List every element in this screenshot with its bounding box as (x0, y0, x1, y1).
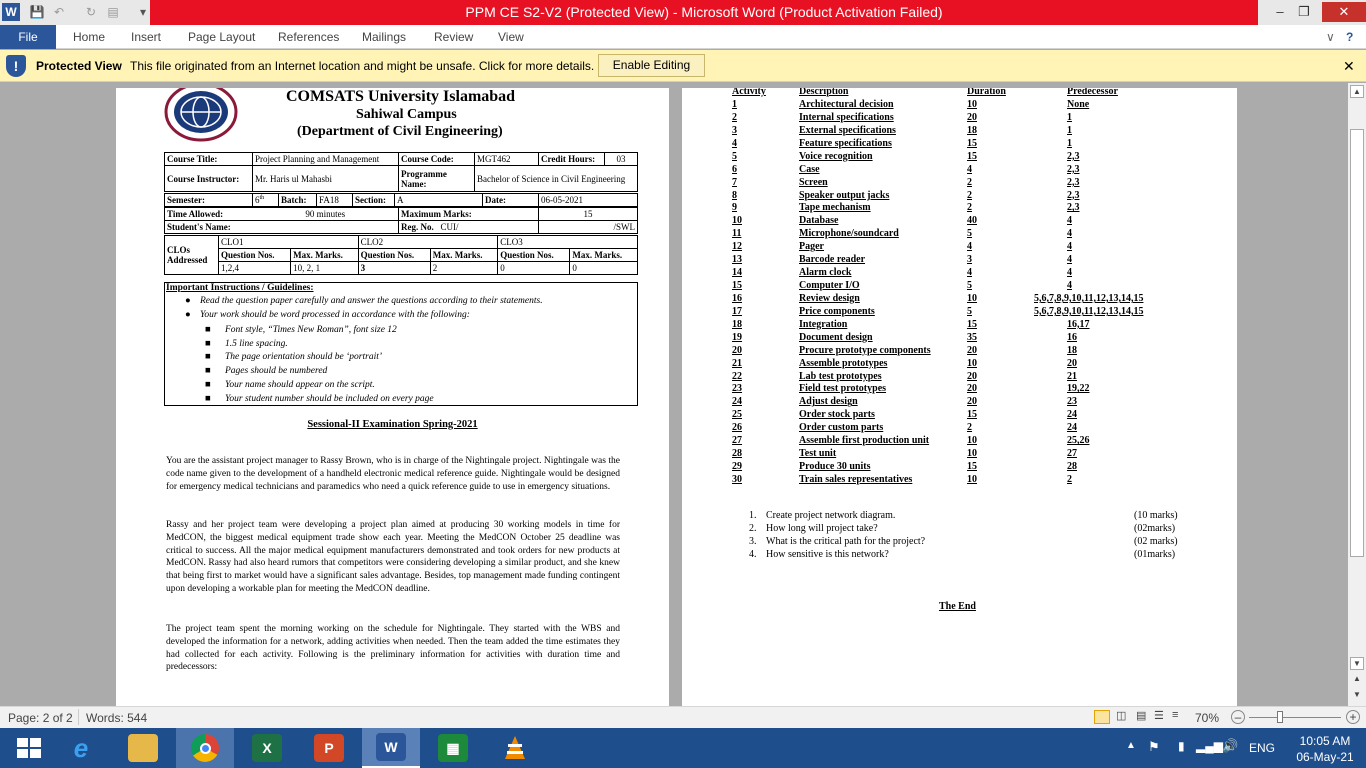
date-label: Date: (483, 194, 539, 207)
taskbar (0, 728, 1366, 768)
word-count[interactable]: Words: 544 (86, 711, 148, 725)
section: A (395, 194, 483, 207)
bullet-dot: ■ (205, 352, 211, 363)
clo1-header: CLO1 (219, 236, 359, 249)
activity-description: Review design (799, 292, 860, 304)
activity-description: Architectural decision (799, 99, 894, 110)
page-count[interactable]: Page: 2 of 2 (8, 711, 73, 725)
activity-number: 2 (732, 111, 737, 123)
university-logo (164, 88, 238, 144)
taskbar-store[interactable] (424, 728, 482, 768)
activity-duration: 15 (967, 409, 977, 421)
campus-name: Sahiwal Campus (356, 107, 457, 122)
activity-number: 5 (732, 150, 737, 162)
chrome-icon (191, 734, 219, 762)
clock-date: 06-May-21 (1296, 750, 1354, 764)
windows-logo-icon (16, 737, 42, 759)
tab-mailings[interactable]: Mailings (362, 30, 407, 44)
activity-description: Computer I/O (799, 280, 860, 292)
activity-description: Internal specifications (799, 111, 894, 123)
activity-predecessor: 25,26 (1067, 435, 1090, 447)
print-layout-icon[interactable] (1094, 710, 1110, 724)
title-bar (0, 0, 1366, 25)
clo-table (164, 235, 638, 275)
next-page-icon[interactable]: ▼ (1353, 690, 1361, 699)
activity-description: Integration (799, 318, 848, 330)
ribbon-tabs (0, 25, 1366, 49)
instruction-bullet: Read the question paper carefully and answer the questions according to their statements. (200, 296, 543, 306)
activity-predecessor: 2,3 (1067, 163, 1080, 175)
date: 06-05-2021 (539, 194, 638, 207)
vlc-icon (500, 734, 530, 762)
activity-predecessor: 18 (1067, 344, 1077, 356)
customize-toolbar-icon[interactable]: ▾ (139, 5, 147, 19)
clo-sub-header: Question Nos. (358, 249, 430, 262)
university-name: COMSATS University Islamabad (286, 88, 516, 105)
activity-number: 23 (732, 383, 742, 395)
taskbar-word[interactable] (362, 728, 420, 768)
activity-number: 8 (732, 189, 737, 201)
activity-duration: 15 (967, 137, 977, 149)
paragraph-2: Rassy and her project team were developing a project plan aimed at producing 30 working models in time for MedCON, the biggest medical equipment trade show each year. Meeting the MedCON October 25 deadline was critical to success. All the major medical equipment manufacturers demonstrated and took orders for new products at MedCON. Rassy had also heard rumors that competitors were considering developing a similar product, and she knew that being first to market would have a significant sales advantage. Besides, top management made funding contingent upon developing a workable plan for meeting the MedCON deadline. (166, 520, 620, 594)
bullet-dot: ● (185, 310, 191, 320)
word-app-icon[interactable]: W (2, 3, 20, 21)
activity-predecessor: 2 (1067, 473, 1072, 485)
question-number: 1. (749, 510, 757, 521)
activity-predecessor: 1 (1067, 111, 1072, 123)
taskbar-ie[interactable] (52, 728, 110, 768)
bullet-dot: ■ (205, 379, 211, 390)
bullet-dot: ■ (205, 393, 211, 404)
max-marks: 15 (539, 208, 638, 221)
activity-predecessor: 4 (1067, 228, 1072, 240)
activity-description: Database (799, 215, 839, 227)
activity-predecessor: 23 (1067, 396, 1077, 408)
activity-duration: 2 (967, 202, 972, 214)
taskbar-powerpoint[interactable] (300, 728, 358, 768)
activity-predecessor: 20 (1067, 357, 1077, 369)
instructor: Mr. Haris ul Mahasbi (253, 166, 399, 192)
clo-sub-header: Max. Marks. (291, 249, 359, 262)
clo-sub-header: Question Nos. (219, 249, 291, 262)
document-page-1 (116, 88, 669, 706)
activity-predecessor: 2,3 (1067, 202, 1080, 214)
department-name: (Department of Civil Engineering) (297, 124, 503, 139)
clo-value: 3 (358, 262, 430, 275)
zoom-level[interactable]: 70% (1195, 711, 1220, 725)
activity-predecessor: 27 (1067, 448, 1077, 460)
clos-label: CLOs Addressed (165, 236, 219, 275)
regno-label: Reg. No. (401, 222, 434, 232)
course-code: MGT462 (475, 153, 539, 166)
activity-description: Adjust design (799, 396, 858, 408)
activity-predecessor: 4 (1067, 241, 1072, 253)
activity-predecessor: 19,22 (1067, 383, 1090, 395)
activity-predecessor: 4 (1067, 215, 1072, 227)
tab-view[interactable]: View (498, 30, 524, 44)
excel-icon: X (252, 734, 282, 762)
activity-predecessor: 21 (1067, 370, 1077, 382)
activity-duration: 15 (967, 150, 977, 162)
activity-duration: 4 (967, 163, 972, 175)
activity-number: 4 (732, 137, 737, 149)
regno-prefix: CUI/ (440, 222, 459, 232)
activity-number: 26 (732, 422, 742, 434)
web-layout-icon[interactable]: ▤ (1136, 710, 1147, 722)
activity-number: 17 (732, 305, 742, 317)
activity-description: Procure prototype components (799, 344, 931, 356)
activity-predecessor: 1 (1067, 137, 1072, 149)
activity-duration: 10 (967, 357, 977, 369)
batch: FA18 (317, 194, 353, 207)
clock-time: 10:05 AM (1299, 734, 1351, 748)
activity-description: Alarm clock (799, 267, 852, 279)
question-marks: (02 marks) (1134, 535, 1178, 547)
header-description: Description (799, 88, 849, 97)
activity-predecessor: 2,3 (1067, 176, 1080, 188)
activity-predecessor: 24 (1067, 422, 1077, 434)
activity-duration: 5 (967, 280, 972, 292)
batch-label: Batch: (279, 194, 317, 207)
activity-duration: 18 (967, 124, 977, 136)
activity-predecessor: 16 (1067, 331, 1077, 343)
activity-description: Assemble first production unit (799, 435, 930, 447)
section-label: Section: (353, 194, 395, 207)
activity-duration: 20 (967, 396, 977, 408)
shield-icon: ! (6, 55, 26, 77)
activity-number: 10 (732, 215, 742, 227)
instructions-title: Important Instructions / Guidelines: (166, 283, 314, 293)
activity-description: Order stock parts (799, 409, 875, 421)
activity-number: 9 (732, 202, 737, 214)
header-duration: Duration (967, 88, 1006, 97)
undo-icon[interactable]: ↶ (53, 5, 65, 19)
zoom-slider[interactable] (1249, 717, 1341, 718)
activity-number: 27 (732, 435, 742, 447)
activity-duration: 10 (967, 292, 977, 304)
outline-icon[interactable]: ☰ (1154, 710, 1164, 722)
clo-sub-header: Max. Marks. (570, 249, 638, 262)
instructions-box (164, 282, 638, 406)
activity-duration: 10 (967, 435, 977, 447)
activity-description: Produce 30 units (799, 461, 871, 473)
question-marks: (01marks) (1134, 548, 1176, 560)
volume-icon[interactable]: 🔊 (1222, 738, 1239, 753)
scroll-thumb[interactable] (1350, 129, 1364, 557)
activity-number: 19 (732, 331, 742, 343)
zoom-out-icon[interactable]: – (1231, 710, 1245, 724)
clo-value: 2 (430, 262, 498, 275)
activity-duration: 20 (967, 111, 977, 123)
activity-description: Screen (799, 176, 828, 188)
question-text: How long will project take? (766, 522, 878, 534)
powerpoint-icon: P (314, 734, 344, 762)
activity-description: Document design (799, 331, 873, 343)
activity-number: 3 (732, 124, 737, 136)
question-text: How sensitive is this network? (766, 548, 889, 560)
tab-home[interactable]: Home (73, 30, 106, 44)
question-marks: (02marks) (1134, 522, 1176, 534)
the-end: The End (939, 601, 976, 612)
clo2-header: CLO2 (358, 236, 498, 249)
course-title-label: Course Title: (165, 153, 253, 166)
activity-duration: 2 (967, 422, 972, 434)
header-predecessor: Predecessor (1067, 88, 1118, 97)
activity-predecessor: 16,17 (1067, 318, 1090, 330)
credit-hours: 03 (605, 153, 638, 166)
scroll-up-button[interactable]: ▲ (1350, 85, 1364, 98)
bullet-dot: ■ (205, 338, 211, 349)
activity-predecessor: 24 (1067, 409, 1077, 421)
store-icon: ▦ (438, 734, 468, 762)
semester-label: Semester: (165, 194, 253, 207)
activity-description: Pager (799, 241, 824, 253)
window-title: PPM CE S2-V2 (Protected View) - Microsoft Word (Product Activation Failed) (465, 4, 943, 20)
taskbar-excel[interactable] (238, 728, 296, 768)
student-name-label: Student's Name: (165, 221, 253, 234)
taskbar-chrome[interactable] (176, 728, 234, 768)
clo-value: 0 (498, 262, 570, 275)
activity-duration: 5 (967, 228, 972, 240)
activity-description: Field test prototypes (799, 383, 887, 395)
activity-duration: 20 (967, 383, 977, 395)
instructor-label: Course Instructor: (165, 166, 253, 192)
question-number: 2. (749, 522, 757, 534)
divider (78, 709, 79, 725)
flag-icon[interactable]: ⚑ (1148, 739, 1160, 754)
help-icon[interactable]: ? (1346, 30, 1354, 44)
activity-description: Tape mechanism (799, 202, 871, 214)
protected-view-label: Protected View (36, 59, 122, 73)
regno-suffix: /SWL (539, 221, 638, 234)
course-info-table (164, 152, 638, 192)
close-button[interactable]: ✕ (1322, 2, 1366, 22)
activity-duration: 4 (967, 241, 972, 253)
word-icon: W (376, 733, 406, 761)
paragraph-1: You are the assistant project manager to Rassy Brown, who is in charge of the Nightingale project. Nightingale was the code name given to the development of a handheld electronic medical reference guide. Nightingale would be designed for emergency medical technicians and paramedics who need a quick reference guide to use in emergency situations. (166, 456, 620, 492)
vertical-scrollbar[interactable] (1348, 83, 1366, 706)
semester: 6 (255, 195, 260, 205)
question-marks: (10 marks) (1134, 510, 1178, 521)
activity-duration: 35 (967, 331, 977, 343)
enable-editing-button[interactable]: Enable Editing (598, 54, 705, 77)
activity-description: Test unit (799, 448, 837, 460)
activity-description: Feature specifications (799, 137, 892, 149)
clo-sub-header: Question Nos. (498, 249, 570, 262)
semester-sup: th (259, 195, 265, 201)
activity-description: Assemble prototypes (799, 357, 888, 369)
course-code-label: Course Code: (399, 153, 475, 166)
activity-description: Speaker output jacks (799, 189, 890, 201)
activity-number: 15 (732, 280, 742, 292)
print-preview-icon[interactable]: ▤ (107, 5, 119, 19)
activity-predecessor: 2,3 (1067, 189, 1080, 201)
activity-number: 6 (732, 163, 737, 175)
activity-number: 24 (732, 396, 742, 408)
protected-view-bar[interactable] (0, 50, 1366, 82)
tab-review[interactable]: Review (434, 30, 474, 44)
activity-duration: 15 (967, 461, 977, 473)
activity-duration: 3 (967, 254, 972, 266)
clo-value: 0 (570, 262, 638, 275)
activity-predecessor: 5,6,7,8,9,10,11,12,13,14,15 (1034, 305, 1144, 317)
full-screen-reading-icon[interactable]: ◫ (1116, 710, 1127, 722)
status-bar (0, 706, 1366, 728)
programme-label: Programme Name: (399, 166, 475, 192)
sub-bullet: 1.5 line spacing. (225, 338, 288, 349)
zoom-in-icon[interactable]: + (1346, 710, 1360, 724)
activity-duration: 20 (967, 344, 977, 356)
activity-number: 20 (732, 344, 742, 356)
save-icon[interactable]: 💾 (29, 5, 45, 19)
instruction-bullet: Your work should be word processed in accordance with the following: (200, 310, 470, 320)
exam-info-table (164, 193, 638, 207)
language-indicator[interactable]: ENG (1249, 741, 1276, 755)
activity-duration: 10 (967, 99, 977, 110)
tab-references[interactable]: References (278, 30, 340, 44)
activity-duration: 2 (967, 189, 972, 201)
activity-description: Barcode reader (799, 254, 866, 266)
activity-description: Case (799, 163, 820, 175)
activity-predecessor: 4 (1067, 254, 1072, 266)
question-text: What is the critical path for the project? (766, 535, 926, 547)
document-page-2 (682, 88, 1237, 706)
activity-description: Train sales representatives (799, 473, 913, 485)
restore-button[interactable]: ❐ (1298, 4, 1310, 19)
activity-duration: 2 (967, 176, 972, 188)
credit-hours-label: Credit Hours: (539, 153, 605, 166)
folder-icon (128, 734, 158, 762)
time-allowed: 90 minutes (253, 208, 399, 221)
activity-number: 11 (732, 228, 742, 240)
tab-insert[interactable]: Insert (131, 30, 162, 44)
activity-number: 25 (732, 409, 742, 421)
activity-description: Lab test prototypes (799, 370, 882, 382)
paragraph-3: The project team spent the morning working on the schedule for Nightingale. They started with the WBS and developed the information for a network, adding activities when needed. Then the team added the time estimates they had collected for each activity. Following is the preliminary information for activities with duration time and predecessors: (166, 624, 620, 673)
activity-number: 12 (732, 241, 742, 253)
bullet-dot: ■ (205, 366, 211, 377)
activity-predecessor: 28 (1067, 461, 1077, 473)
max-marks-label: Maximum Marks: (399, 208, 539, 221)
activity-number: 14 (732, 267, 742, 279)
activity-predecessor: 1 (1067, 124, 1072, 136)
clo-value: 10, 2, 1 (291, 262, 359, 275)
course-title: Project Planning and Management (253, 153, 399, 166)
activity-predecessor: 4 (1067, 280, 1072, 292)
activity-number: 1 (732, 99, 737, 110)
signal-icon[interactable]: ▂▄▆ (1196, 739, 1223, 753)
header-activity: Activity (732, 88, 766, 97)
taskbar-vlc[interactable] (486, 728, 544, 768)
ribbon-expand-icon[interactable]: ∨ (1326, 30, 1335, 44)
question-number: 3. (749, 535, 757, 547)
question-number: 4. (749, 548, 757, 560)
activity-number: 28 (732, 448, 742, 460)
internet-explorer-icon: e (73, 732, 89, 763)
activity-number: 22 (732, 370, 742, 382)
clo-sub-header: Max. Marks. (430, 249, 498, 262)
sub-bullet: Pages should be numbered (225, 366, 328, 377)
activity-number: 16 (732, 292, 742, 304)
activity-number: 7 (732, 176, 737, 188)
activity-duration: 10 (967, 473, 977, 485)
programme: Bachelor of Science in Civil Engineering (475, 166, 638, 192)
activity-duration: 5 (967, 305, 972, 317)
clo-value: 1,2,4 (219, 262, 291, 275)
time-label: Time Allowed: (165, 208, 253, 221)
tab-page-layout[interactable]: Page Layout (188, 30, 256, 44)
activity-number: 29 (732, 461, 742, 473)
sub-bullet: Your name should appear on the script. (225, 379, 375, 390)
sub-bullet: Your student number should be included on every page (225, 393, 434, 404)
show-hidden-icons[interactable]: ▲ (1126, 740, 1136, 751)
activity-description: Voice recognition (799, 150, 873, 162)
exam-title: Sessional-II Examination Spring-2021 (307, 419, 478, 430)
activity-number: 30 (732, 473, 742, 485)
sub-bullet: Font style, “Times New Roman”, font size 12 (225, 325, 397, 335)
bullet-dot: ● (185, 296, 191, 306)
battery-icon[interactable]: ▮ (1178, 739, 1185, 753)
activity-predecessor: 4 (1067, 267, 1072, 279)
activity-number: 18 (732, 318, 742, 330)
activity-number: 13 (732, 254, 742, 266)
time-marks-table (164, 207, 638, 234)
activity-number: 21 (732, 357, 742, 369)
activity-duration: 40 (967, 215, 977, 227)
start-button[interactable] (0, 728, 58, 768)
bullet-dot: ■ (205, 325, 211, 335)
previous-page-icon[interactable]: ▲ (1353, 674, 1361, 683)
clock[interactable] (1290, 733, 1360, 765)
activity-duration: 10 (967, 448, 977, 460)
minimize-button[interactable]: – (1276, 4, 1284, 19)
file-tab[interactable]: File (0, 25, 56, 49)
zoom-slider-thumb[interactable] (1277, 711, 1283, 723)
activity-description: External specifications (799, 124, 896, 136)
redo-icon[interactable]: ↻ (85, 5, 97, 19)
question-text: Create project network diagram. (766, 510, 896, 521)
close-bar-icon[interactable]: ✕ (1343, 58, 1355, 74)
activity-duration: 4 (967, 267, 972, 279)
activity-predecessor: None (1067, 99, 1090, 110)
protected-view-message[interactable]: This file originated from an Internet location and might be unsafe. Click for more details. (130, 59, 595, 73)
activity-predecessor: 2,3 (1067, 150, 1080, 162)
taskbar-explorer[interactable] (114, 728, 172, 768)
activity-description: Microphone/soundcard (799, 228, 899, 240)
activity-duration: 15 (967, 318, 977, 330)
sub-bullet: The page orientation should be ‘portrait’ (225, 352, 383, 363)
sub-bullet-list (205, 324, 434, 406)
clo3-header: CLO3 (498, 236, 638, 249)
activity-predecessor: 5,6,7,8,9,10,11,12,13,14,15 (1034, 292, 1144, 304)
scroll-down-button[interactable]: ▼ (1350, 657, 1364, 670)
draft-icon[interactable]: ≡ (1172, 709, 1179, 721)
activity-duration: 20 (967, 370, 977, 382)
activity-description: Order custom parts (799, 422, 884, 434)
activity-description: Price components (799, 305, 875, 317)
